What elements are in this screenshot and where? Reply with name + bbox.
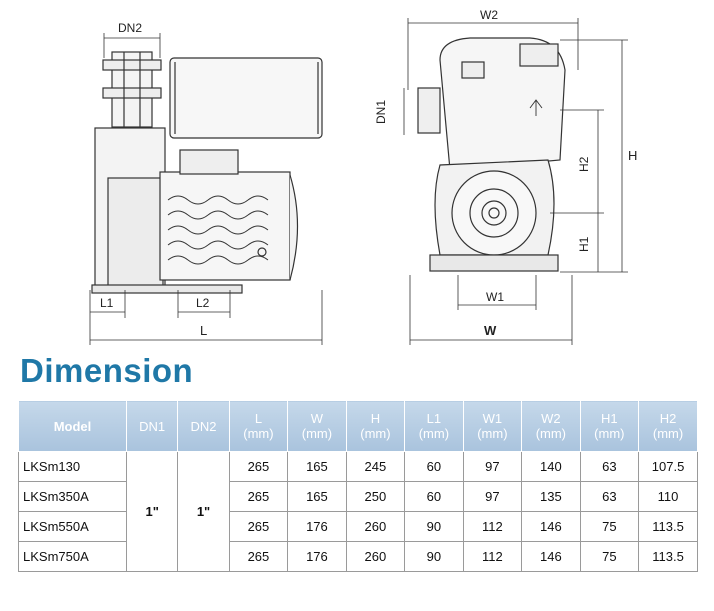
label-l1: L1 (100, 296, 114, 310)
value-cell: 75 (580, 512, 638, 542)
value-cell: 107.5 (639, 452, 698, 482)
table-row (19, 542, 698, 572)
model-cell: LKSm350A (19, 482, 127, 512)
value-cell: 165 (288, 452, 346, 482)
dn2-cell: 1" (178, 452, 229, 572)
value-cell: 245 (346, 452, 404, 482)
pump-front-view (404, 18, 628, 345)
value-cell: 112 (463, 512, 521, 542)
value-cell: 60 (405, 452, 463, 482)
value-cell: 265 (229, 542, 287, 572)
model-cell: LKSm750A (19, 542, 127, 572)
table-row (19, 512, 698, 542)
section-title: Dimension (20, 352, 194, 389)
value-cell: 265 (229, 452, 287, 482)
value-cell: 60 (405, 482, 463, 512)
label-w: W (484, 323, 497, 338)
value-cell: 113.5 (639, 512, 698, 542)
value-cell: 90 (405, 542, 463, 572)
value-cell: 90 (405, 512, 463, 542)
model-cell: LKSm130 (19, 452, 127, 482)
dn1-cell: 1" (127, 452, 178, 572)
model-cell: LKSm550A (19, 512, 127, 542)
value-cell: 146 (522, 512, 580, 542)
value-cell: 97 (463, 482, 521, 512)
label-l2: L2 (196, 296, 210, 310)
label-l: L (200, 323, 208, 338)
header-dn1: DN1 (127, 401, 178, 452)
table-row (19, 482, 698, 512)
value-cell: 250 (346, 482, 404, 512)
label-w1: W1 (486, 290, 504, 304)
value-cell: 165 (288, 482, 346, 512)
header-h1: H1 (mm) (580, 401, 638, 452)
header-w2: W2 (mm) (522, 401, 580, 452)
value-cell: 97 (463, 452, 521, 482)
label-dn1: DN1 (374, 99, 388, 124)
value-cell: 110 (639, 482, 698, 512)
value-cell: 265 (229, 512, 287, 542)
value-cell: 63 (580, 482, 638, 512)
header-l1: L1 (mm) (405, 401, 463, 452)
value-cell: 75 (580, 542, 638, 572)
header-h2: H2 (mm) (639, 401, 698, 452)
header-l: L (mm) (229, 401, 287, 452)
value-cell: 113.5 (639, 542, 698, 572)
label-h1: H1 (577, 236, 591, 252)
header-h: H (mm) (346, 401, 404, 452)
value-cell: 135 (522, 482, 580, 512)
label-h: H (628, 148, 638, 163)
header-w1: W1 (mm) (463, 401, 521, 452)
table-header-row (19, 401, 698, 452)
header-dn2: DN2 (178, 401, 229, 452)
value-cell: 265 (229, 482, 287, 512)
label-h2: H2 (577, 156, 591, 172)
label-w2: W2 (480, 8, 498, 22)
value-cell: 140 (522, 452, 580, 482)
label-dn2: DN2 (118, 21, 143, 35)
table-row (19, 452, 698, 482)
header-w: W (mm) (288, 401, 346, 452)
value-cell: 176 (288, 512, 346, 542)
header-model: Model (19, 401, 127, 452)
dimension-table (18, 400, 698, 572)
value-cell: 146 (522, 542, 580, 572)
value-cell: 112 (463, 542, 521, 572)
value-cell: 176 (288, 542, 346, 572)
value-cell: 260 (346, 542, 404, 572)
value-cell: 63 (580, 452, 638, 482)
value-cell: 260 (346, 512, 404, 542)
